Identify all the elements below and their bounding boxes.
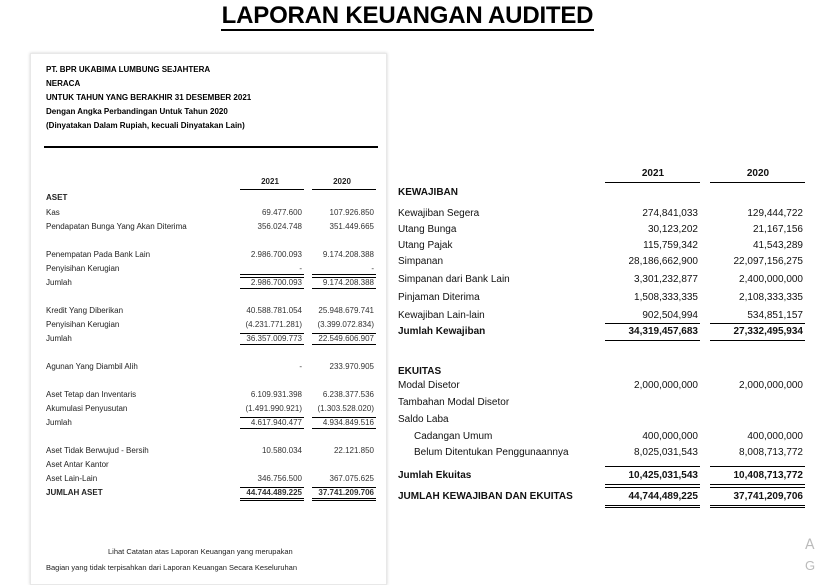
grand-total-double-line-a-2020 [710, 505, 805, 506]
year-underline-2021 [240, 189, 304, 190]
right_rows_kewajiban-row-label: Simpanan [398, 256, 444, 267]
left-row-label: Kredit Yang Diberikan [46, 306, 124, 315]
section-ekuitas: EKUITAS [398, 366, 442, 377]
left-row-label: Aset Tidak Berwujud - Bersih [46, 446, 149, 455]
total-double-line-2021 [240, 500, 304, 501]
left-year-2021: 2021 [261, 177, 279, 186]
left-row-value-2021: 40.588.781.054 [246, 306, 302, 315]
subtotal-underline-2020 [312, 344, 376, 345]
left-row-value-2020: 9.174.208.388 [322, 278, 374, 287]
subtotal-line-2020 [312, 277, 376, 278]
left-row-value-2021: 69.477.600 [261, 208, 302, 217]
left-row-value-2020: - [371, 264, 374, 273]
grand-total-top-line-2021 [605, 487, 700, 488]
right_rows_kewajiban-value-2020: 2,400,000,000 [739, 274, 803, 285]
left-row-value-2021: 6.109.931.398 [250, 390, 302, 399]
footer-note-line-1: Lihat Catatan atas Laporan Keuangan yang merupakan [108, 547, 293, 556]
right_rows_kewajiban-value-2020: 41,543,289 [752, 240, 803, 251]
page-title-text: LAPORAN KEUANGAN AUDITED [221, 2, 594, 29]
right_rows_ekuitas-value-2021: 44,744,489,225 [628, 491, 698, 502]
left-row-label: Pendapatan Bunga Yang Akan Diterima [46, 222, 187, 231]
currency-note: (Dinyatakan Dalam Rupiah, kecuali Dinyatakan Lain) [46, 121, 245, 130]
header-divider [44, 146, 378, 148]
left-row-value-2020: 25.948.679.741 [318, 306, 374, 315]
left-row-value-2020: 351.449.665 [329, 222, 374, 231]
section-aset: ASET [46, 193, 68, 202]
subtotal-line-2021 [240, 487, 304, 488]
right_rows_ekuitas-value-2020: 10,408,713,772 [733, 470, 803, 481]
total-double-line-2020 [312, 500, 376, 501]
ekuitas-total-bottom-line-2021 [605, 484, 700, 485]
corner-letter-g: G [805, 558, 815, 573]
right_rows_kewajiban-value-2020: 534,851,157 [747, 310, 803, 321]
subtotal-line-2021 [240, 333, 304, 334]
right_rows_kewajiban-value-2021: 28,186,662,900 [628, 256, 698, 267]
subtotal-underline-2021 [240, 344, 304, 345]
right_rows_kewajiban-row-label: Pinjaman Diterima [398, 292, 480, 303]
left-row-value-2021: - [299, 264, 302, 273]
left-row-label: Penempatan Pada Bank Lain [46, 250, 151, 259]
left-row-value-2021: 4.617.940.477 [250, 418, 302, 427]
kewajiban-total-top-line-2020 [710, 323, 805, 324]
left-row-label: Jumlah [46, 418, 72, 427]
grand-total-top-line-2020 [710, 487, 805, 488]
subtotal-underline-2020 [312, 428, 376, 429]
left-sub-underline-2020 [312, 274, 376, 275]
left-row-value-2020: (1.303.528.020) [317, 404, 374, 413]
subtotal-line-2020 [312, 487, 376, 488]
left-row-label: Penyisihan Kerugian [46, 320, 120, 329]
total-double-line-2021 [240, 498, 304, 499]
left-row-value-2020: 6.238.377.536 [322, 390, 374, 399]
grand-total-double-line-b-2021 [605, 507, 700, 508]
left-row-value-2021: 356.024.748 [257, 222, 302, 231]
right_rows_ekuitas-row-label: Tambahan Modal Disetor [398, 397, 510, 408]
right_rows_kewajiban-value-2021: 3,301,232,877 [634, 274, 698, 285]
right_rows_ekuitas-row-label: Jumlah Ekuitas [398, 470, 472, 481]
right_rows_kewajiban-value-2021: 902,504,994 [642, 310, 698, 321]
subtotal-underline-2021 [240, 428, 304, 429]
right_rows_ekuitas-row-label: Belum Ditentukan Penggunaannya [414, 447, 569, 458]
right_rows_kewajiban-value-2020: 27,332,495,934 [733, 326, 803, 337]
right_rows_ekuitas-value-2020: 37,741,209,706 [733, 491, 803, 502]
kewajiban-total-bottom-line-2020 [710, 340, 805, 341]
right_rows_ekuitas-value-2021: 2,000,000,000 [634, 380, 698, 391]
left-row-value-2021: (1.491.990.921) [245, 404, 302, 413]
right_rows_ekuitas-row-label: Modal Disetor [398, 380, 460, 391]
left-balance-sheet-image [30, 53, 387, 585]
right_rows_kewajiban-row-label: Kewajiban Lain-lain [398, 310, 485, 321]
left-row-value-2021: 2.986.700.093 [250, 278, 302, 287]
left-year-2020: 2020 [333, 177, 351, 186]
right_rows_ekuitas-value-2020: 2,000,000,000 [739, 380, 803, 391]
left-row-label: Kas [46, 208, 60, 217]
left-row-label: Agunan Yang Diambil Alih [46, 362, 138, 371]
ekuitas-total-bottom-line-2020 [710, 484, 805, 485]
right_rows_kewajiban-row-label: Simpanan dari Bank Lain [398, 274, 510, 285]
subtotal-line-2021 [240, 277, 304, 278]
left-row-label: Aset Lain-Lain [46, 474, 98, 483]
right_rows_kewajiban-value-2021: 1,508,333,335 [634, 292, 698, 303]
left-row-value-2020: (3.399.072.834) [317, 320, 374, 329]
left-row-value-2021: 2.986.700.093 [250, 250, 302, 259]
right_rows_kewajiban-value-2020: 21,167,156 [752, 224, 803, 235]
left-row-value-2020: 9.174.208.388 [322, 250, 374, 259]
period-line: UNTUK TAHUN YANG BERAKHIR 31 DESEMBER 2021 [46, 93, 252, 102]
ekuitas-total-top-line-2020 [710, 466, 805, 467]
right_rows_kewajiban-row-label: Kewajiban Segera [398, 208, 480, 219]
section-kewajiban: KEWAJIBAN [398, 187, 459, 198]
right_rows_ekuitas-value-2020: 400,000,000 [747, 431, 803, 442]
right-year-underline-2020 [710, 182, 805, 183]
left-sub-underline-2021 [240, 274, 304, 275]
left-row-label: Aset Antar Kantor [46, 460, 109, 469]
year-underline-2020 [312, 189, 376, 190]
right_rows_kewajiban-value-2020: 22,097,156,275 [733, 256, 803, 267]
right_rows_kewajiban-row-label: Jumlah Kewajiban [398, 326, 486, 337]
subtotal-underline-2020 [312, 288, 376, 289]
right_rows_kewajiban-value-2020: 129,444,722 [747, 208, 803, 219]
kewajiban-total-bottom-line-2021 [605, 340, 700, 341]
left-row-label: Akumulasi Penyusutan [46, 404, 128, 413]
left-row-value-2021: - [299, 362, 302, 371]
left-row-value-2021: 10.580.034 [261, 446, 302, 455]
right_rows_ekuitas-value-2021: 10,425,031,543 [628, 470, 698, 481]
grand-total-double-line-a-2021 [605, 505, 700, 506]
right_rows_kewajiban-value-2021: 30,123,202 [647, 224, 698, 235]
right_rows_kewajiban-value-2021: 274,841,033 [642, 208, 698, 219]
left-row-value-2020: 37.741.209.706 [318, 488, 374, 497]
right-year-2021: 2021 [641, 168, 665, 179]
subtotal-line-2020 [312, 417, 376, 418]
left-row-label: Jumlah [46, 334, 72, 343]
left-row-label: Aset Tetap dan Inventaris [46, 390, 137, 399]
kewajiban-total-top-line-2021 [605, 323, 700, 324]
subtotal-line-2021 [240, 417, 304, 418]
subtotal-underline-2021 [240, 288, 304, 289]
right_rows_ekuitas-row-label: JUMLAH KEWAJIBAN DAN EKUITAS [398, 491, 573, 502]
right_rows_kewajiban-value-2021: 34,319,457,683 [628, 326, 698, 337]
comparison-line: Dengan Angka Perbandingan Untuk Tahun 2020 [46, 107, 228, 116]
page-title [0, 2, 815, 30]
footer-note-line-2: Bagian yang tidak terpisahkan dari Laporan Keuangan Secara Keseluruhan [46, 563, 298, 572]
right_rows_ekuitas-value-2021: 8,025,031,543 [634, 447, 698, 458]
ekuitas-total-top-line-2021 [605, 466, 700, 467]
left-row-value-2021: 36.357.009.773 [246, 334, 302, 343]
right_rows_ekuitas-row-label: Saldo Laba [398, 414, 449, 425]
subtotal-line-2020 [312, 333, 376, 334]
grand-total-double-line-b-2020 [710, 507, 805, 508]
left-row-value-2020: 233.970.905 [329, 362, 374, 371]
left-row-value-2020: 367.075.625 [329, 474, 374, 483]
left-row-value-2020: 4.934.849.516 [322, 418, 374, 427]
total-double-line-2020 [312, 498, 376, 499]
right_rows_kewajiban-value-2020: 2,108,333,335 [739, 292, 803, 303]
right_rows_ekuitas-row-label: Cadangan Umum [414, 431, 493, 442]
right_rows_ekuitas-value-2020: 8,008,713,772 [739, 447, 803, 458]
right_rows_ekuitas-value-2021: 400,000,000 [642, 431, 698, 442]
left-row-label: Jumlah [46, 278, 72, 287]
left-row-value-2020: 22.121.850 [333, 446, 374, 455]
left-row-label: JUMLAH ASET [46, 488, 103, 497]
right_rows_kewajiban-row-label: Utang Pajak [398, 240, 453, 251]
left-row-value-2021: 44.744.489.225 [246, 488, 302, 497]
corner-letter-a: A [805, 537, 815, 553]
left-row-label: Penyisihan Kerugian [46, 264, 120, 273]
right_rows_kewajiban-value-2021: 115,759,342 [643, 240, 698, 251]
company-name: PT. BPR UKABIMA LUMBUNG SEJAHTERA [46, 65, 211, 74]
right-year-underline-2021 [605, 182, 700, 183]
right_rows_kewajiban-row-label: Utang Bunga [398, 224, 457, 235]
statement-name: NERACA [46, 79, 81, 88]
left-row-value-2020: 107.926.850 [329, 208, 374, 217]
left-row-value-2021: 346.756.500 [257, 474, 302, 483]
left-row-value-2020: 22.549.606.907 [318, 334, 374, 343]
left-row-value-2021: (4.231.771.281) [245, 320, 302, 329]
right-year-2020: 2020 [746, 168, 770, 179]
